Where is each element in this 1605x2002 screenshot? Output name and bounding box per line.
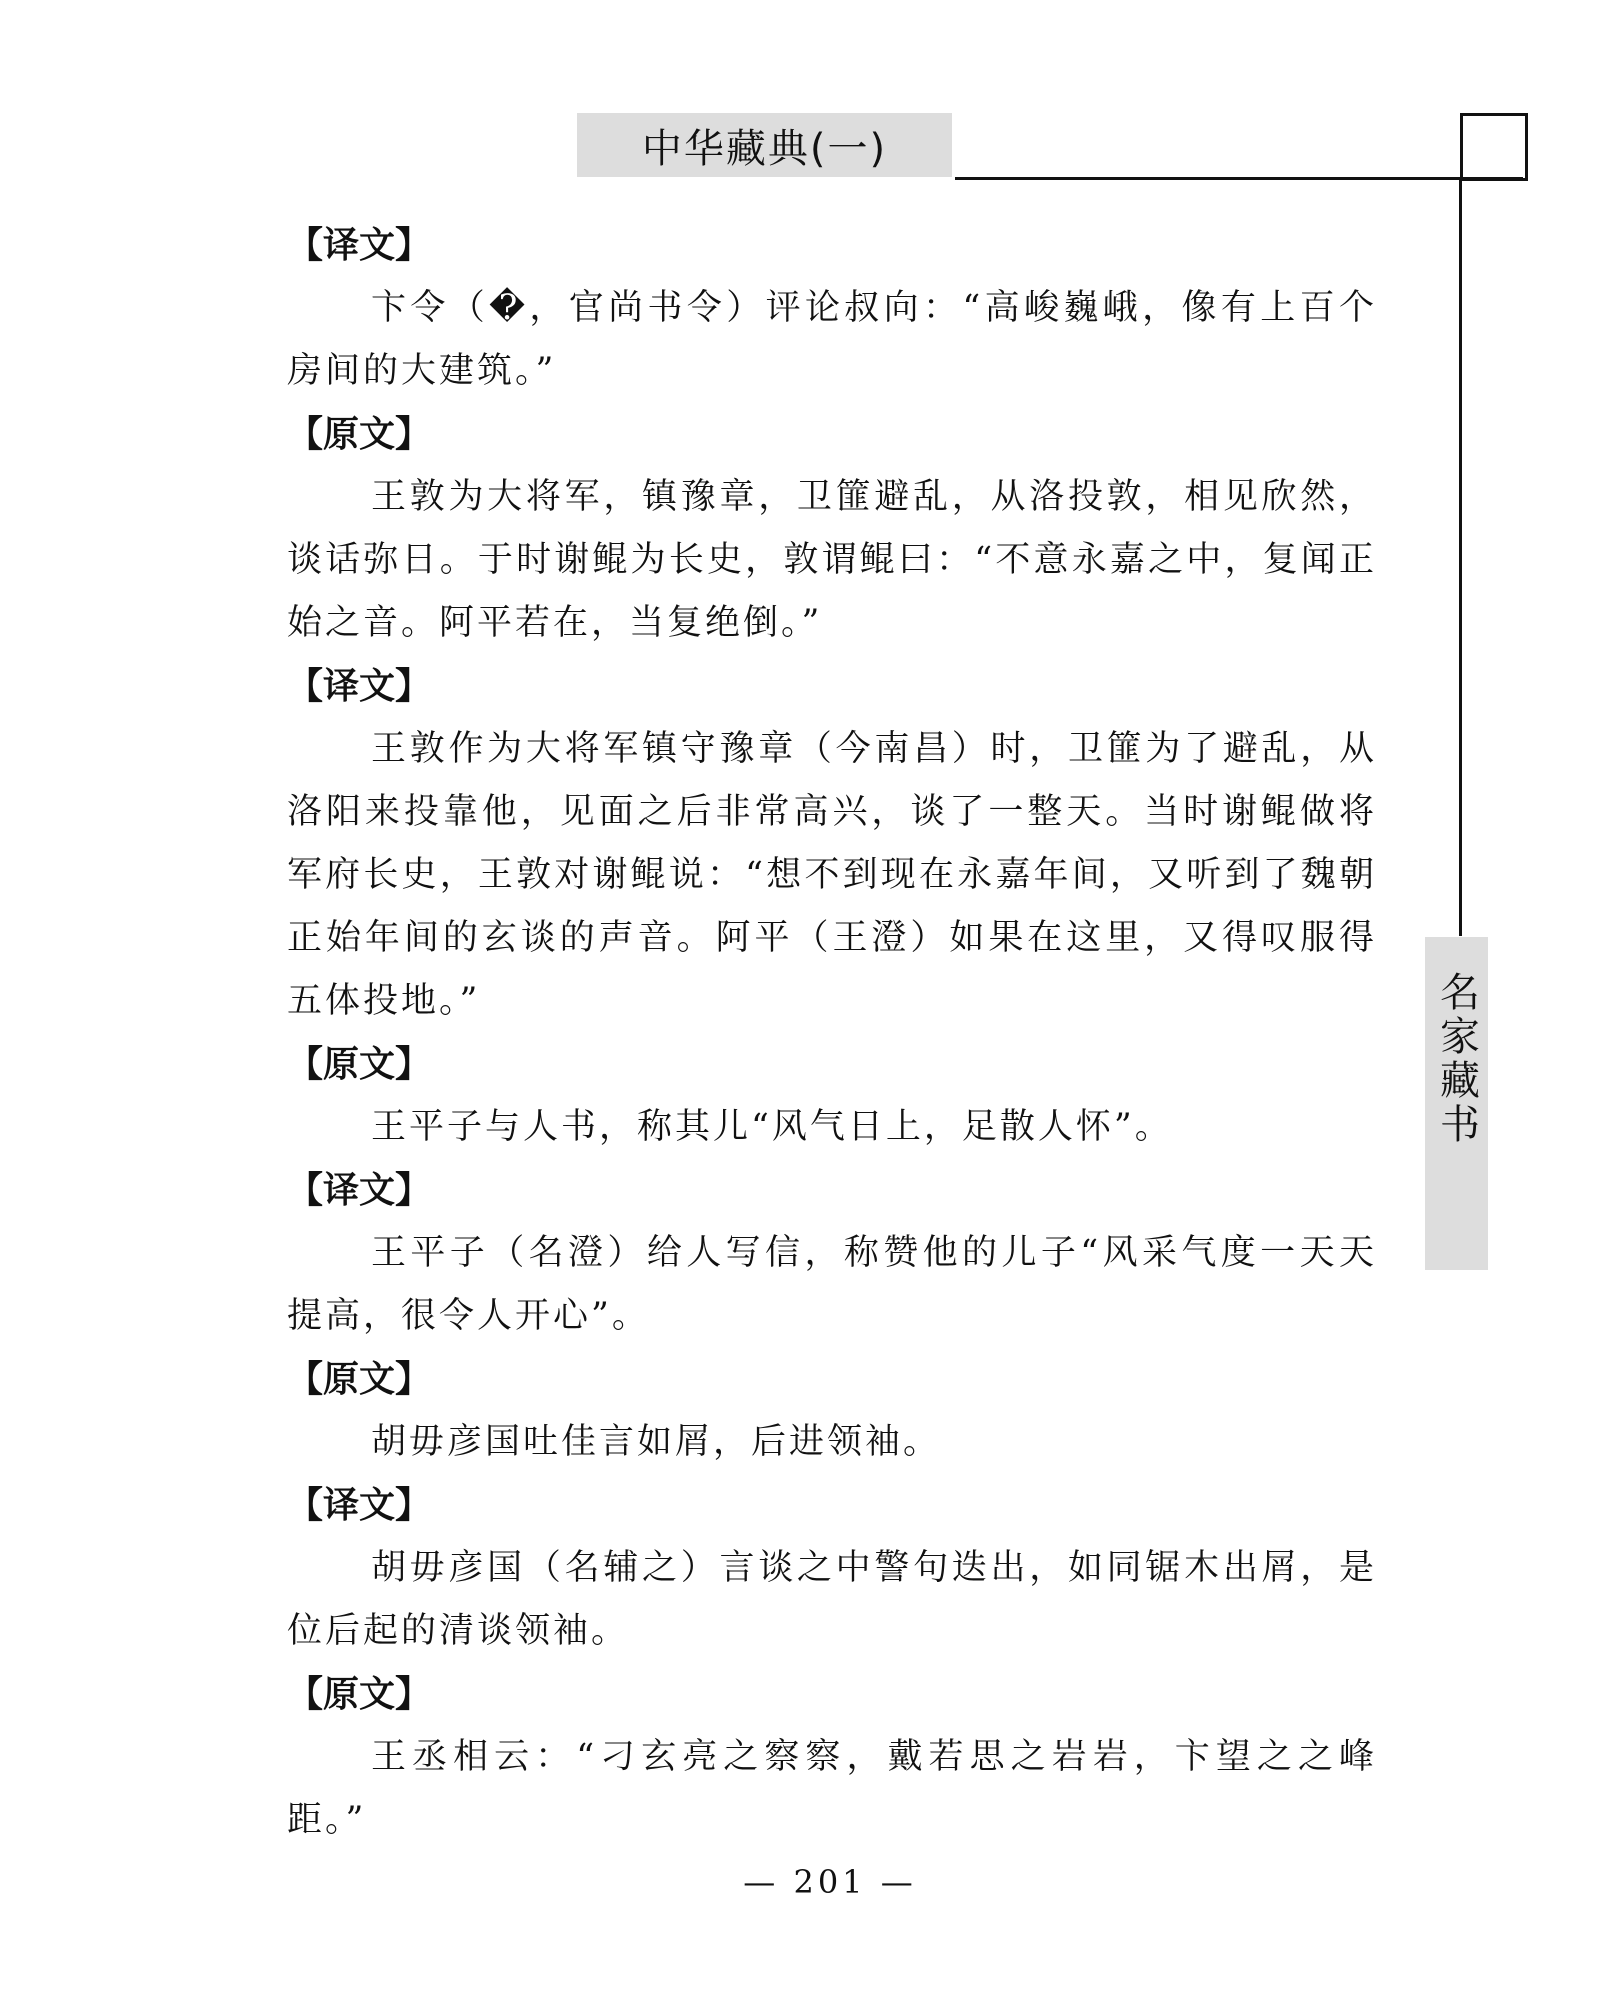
corner-box [1460, 113, 1528, 181]
section [287, 403, 1377, 655]
section-text: 卞令（�，官尚书令）评论叔向：“高峻巍峨，像有上百个房间的大建筑。” [287, 288, 1377, 391]
section-text: 胡毋彦国吐佳言如屑，后进领袖。 [371, 1422, 942, 1462]
section-label: 【译文】 [287, 1485, 432, 1526]
section-label: 【原文】 [287, 1674, 432, 1715]
section [287, 1474, 1377, 1663]
section-label: 【原文】 [287, 1359, 432, 1400]
margin-vertical-rule [1459, 178, 1462, 936]
section-text: 王平子（名澄）给人写信，称赞他的儿子“风采气度一天天提高，很令人开心”。 [287, 1233, 1377, 1336]
section-label: 【译文】 [287, 666, 432, 707]
section [287, 1663, 1377, 1852]
section-label: 【译文】 [287, 1170, 432, 1211]
book-title: 中华藏典(一) [641, 125, 888, 172]
section-text: 王丞相云：“刁玄亮之察察，戴若思之岩岩，卞望之之峰距。” [287, 1737, 1377, 1840]
section-text: 王敦作为大将军镇守豫章（今南昌）时，卫篚为了避乱，从洛阳来投靠他，见面之后非常高兴，谈了一整天。当时谢鲲做将军府长史，王敦对谢鲲说：“想不到现在永嘉年间，又听到了魏朝正始年间的玄谈的声音。阿平（王澄）如果在这里，又得叹服得五体投地。” [287, 729, 1377, 1021]
side-tab-label: 名家藏书 [1433, 971, 1480, 1147]
section-label: 【原文】 [287, 1044, 432, 1085]
book-title-header [577, 113, 952, 177]
side-tab [1425, 937, 1488, 1270]
section-label: 【译文】 [287, 225, 432, 266]
section [287, 1159, 1377, 1348]
section [287, 655, 1377, 1033]
header-rule [955, 177, 1523, 180]
page-content [287, 214, 1377, 1852]
section-text: 胡毋彦国（名辅之）言谈之中警句迭出，如同锯木出屑，是位后起的清谈领袖。 [287, 1548, 1377, 1651]
section-text: 王平子与人书，称其儿“风气日上，足散人怀”。 [371, 1107, 1173, 1147]
section [287, 1348, 1377, 1474]
page-number: — 201 — [743, 1863, 917, 1901]
section-text: 王敦为大将军，镇豫章，卫篚避乱，从洛投敦，相见欣然，谈话弥日。于时谢鲲为长史，敦谓鲲曰：“不意永嘉之中，复闻正始之音。阿平若在，当复绝倒。” [287, 477, 1377, 643]
section [287, 1033, 1377, 1159]
section-label: 【原文】 [287, 414, 432, 455]
section [287, 214, 1377, 403]
